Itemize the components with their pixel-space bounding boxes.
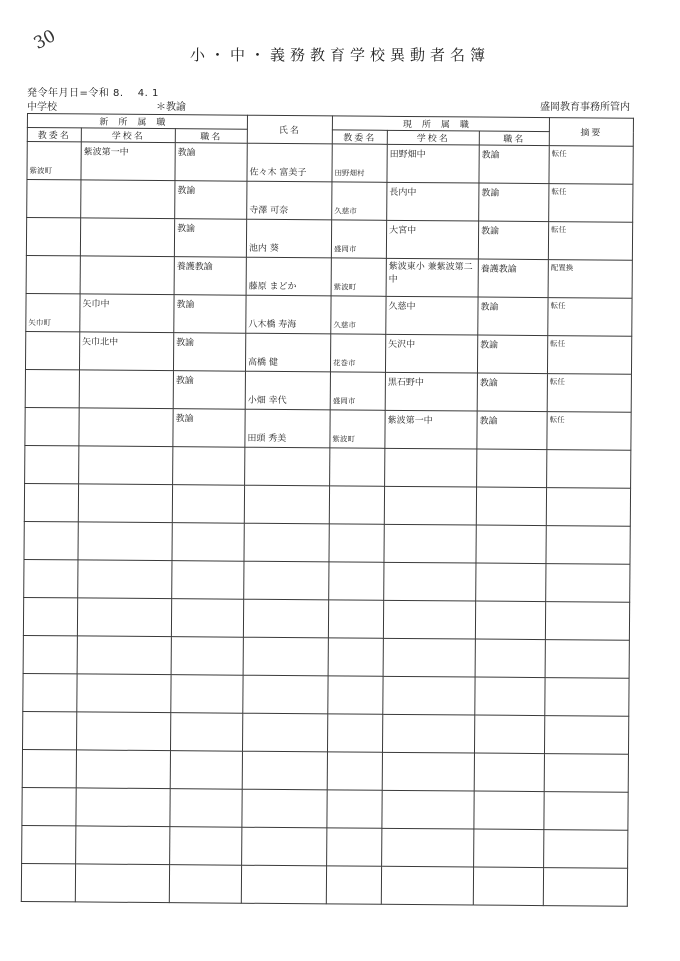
cell-name xyxy=(243,675,328,714)
cell-cur-position xyxy=(477,373,547,412)
cur-school-text: 長内中 xyxy=(389,187,417,199)
cell-new-board xyxy=(21,863,75,901)
cell-cur-position xyxy=(476,487,546,526)
new-position-text: 教諭 xyxy=(176,338,195,349)
cell-new-school xyxy=(79,370,173,409)
issue-date: 発令年月日=令和 8. 4. 1 xyxy=(27,88,159,99)
cell-name xyxy=(246,295,331,334)
cell-new-school xyxy=(81,142,175,181)
cell-cur-board xyxy=(327,714,382,752)
header-cur-board: 教委名 xyxy=(332,130,387,144)
name-text: 八木橋 寿海 xyxy=(248,319,297,331)
school-type: 中学校 xyxy=(27,102,57,113)
cell-cur-school xyxy=(385,334,477,373)
cell-new-board xyxy=(24,521,78,559)
cell-new-position xyxy=(172,561,244,600)
empty-table-row xyxy=(23,635,629,678)
cell-new-board xyxy=(22,749,76,787)
cell-cur-position xyxy=(478,259,548,298)
cell-new-board xyxy=(27,180,81,218)
header-new-school: 学校名 xyxy=(81,128,175,143)
empty-table-row xyxy=(24,559,630,602)
cell-cur-board xyxy=(329,562,384,600)
cell-new-position xyxy=(171,599,243,638)
table-row xyxy=(26,293,632,336)
cell-cur-position xyxy=(477,449,547,488)
new-board-text: 矢巾町 xyxy=(28,318,51,328)
name-text: 田頭 秀美 xyxy=(247,433,287,445)
header-name: 氏名 xyxy=(247,115,332,144)
cell-cur-board xyxy=(327,752,382,790)
cell-name xyxy=(242,713,327,752)
cell-new-school xyxy=(77,674,171,713)
header-new-affiliation: 新所属職 xyxy=(27,114,247,130)
header-current-affiliation: 現所属職 xyxy=(332,116,549,132)
cell-cur-board xyxy=(328,676,383,714)
remarks-text: 配置換 xyxy=(550,263,574,273)
cur-board-text: 花巻市 xyxy=(333,358,356,368)
cur-position-text: 養護教諭 xyxy=(480,264,517,275)
cell-remarks xyxy=(546,526,630,565)
table-row xyxy=(26,255,632,298)
cell-cur-school xyxy=(383,676,475,715)
cell-new-position xyxy=(171,675,243,714)
table-row xyxy=(27,180,633,223)
cell-new-position xyxy=(173,371,245,410)
cell-cur-school xyxy=(381,866,473,905)
cell-cur-position xyxy=(473,867,543,906)
cell-cur-school xyxy=(385,448,477,487)
cur-position-text: 教諭 xyxy=(480,302,499,313)
cell-remarks xyxy=(548,222,632,261)
header-cur-school: 学校名 xyxy=(387,130,479,145)
cell-cur-board xyxy=(330,448,385,486)
cell-cur-school xyxy=(382,714,474,753)
cell-new-school xyxy=(76,712,170,751)
cell-cur-position xyxy=(475,639,545,678)
cell-name xyxy=(246,257,331,296)
cell-remarks xyxy=(544,792,628,831)
cell-cur-position xyxy=(475,677,545,716)
cell-cur-position xyxy=(477,411,547,450)
cell-cur-school xyxy=(386,296,478,335)
cell-new-school xyxy=(80,218,174,257)
cell-new-school xyxy=(75,864,169,903)
cell-new-board xyxy=(24,483,78,521)
name-text: 高橋 健 xyxy=(248,357,278,368)
position-type: ＊教諭 xyxy=(156,102,186,113)
empty-table-row xyxy=(23,711,629,754)
cell-new-board xyxy=(26,293,80,331)
new-position-text: 養護教諭 xyxy=(176,262,213,273)
cell-remarks xyxy=(545,678,629,717)
cell-cur-board xyxy=(331,296,386,334)
new-position-text: 教諭 xyxy=(176,300,195,311)
cell-new-position xyxy=(173,447,245,486)
cell-remarks xyxy=(545,640,629,679)
cell-remarks xyxy=(543,868,627,907)
cell-new-position xyxy=(173,409,245,448)
cur-board-text: 盛岡市 xyxy=(332,396,356,406)
cell-remarks xyxy=(544,716,628,755)
cur-board-text: 紫波町 xyxy=(333,282,357,292)
cell-remarks xyxy=(544,830,628,869)
cur-school-text: 紫波第一中 xyxy=(387,415,433,427)
cell-new-position xyxy=(173,333,245,372)
remarks-text: 転任 xyxy=(551,225,567,235)
name-text: 藤原 まどか xyxy=(248,281,297,293)
cell-cur-board xyxy=(331,258,386,296)
cell-new-school xyxy=(79,408,173,447)
cell-remarks xyxy=(547,450,631,489)
cell-name xyxy=(242,751,327,790)
page-number: 30 xyxy=(30,26,60,54)
cur-school-text: 紫波東小 兼紫波第二中 xyxy=(388,261,473,285)
cell-new-school xyxy=(76,788,170,827)
cell-new-position xyxy=(174,219,246,258)
cur-school-text: 矢沢中 xyxy=(388,339,416,351)
cell-name xyxy=(245,371,330,410)
cell-cur-board xyxy=(331,220,386,258)
cell-cur-board xyxy=(328,638,383,676)
cell-name xyxy=(244,523,329,562)
document-title: 小・中・義務教育学校異動者名簿 xyxy=(189,46,490,64)
cell-cur-school xyxy=(387,144,479,183)
remarks-text: 転任 xyxy=(550,301,566,311)
cell-name xyxy=(242,827,327,866)
new-position-text: 教諭 xyxy=(175,376,194,387)
cell-cur-position xyxy=(478,221,548,260)
cell-name xyxy=(243,599,328,638)
cell-new-board xyxy=(26,218,80,256)
empty-table-row xyxy=(22,749,628,792)
cell-new-position xyxy=(170,713,242,752)
cell-cur-position xyxy=(479,145,549,184)
new-school-text: 紫波第一中 xyxy=(83,147,129,158)
cur-board-text: 紫波町 xyxy=(332,434,355,444)
empty-table-row xyxy=(23,597,629,640)
table-row xyxy=(25,331,631,374)
cell-new-board xyxy=(24,559,78,597)
cell-new-school xyxy=(79,332,173,371)
cell-cur-board xyxy=(332,182,387,220)
cell-cur-position xyxy=(476,563,546,602)
cell-remarks xyxy=(547,374,631,413)
cur-school-text: 大宮中 xyxy=(389,225,417,237)
cell-cur-board xyxy=(327,828,382,866)
remarks-text: 転任 xyxy=(549,377,565,387)
cur-position-text: 教諭 xyxy=(481,188,500,199)
cell-remarks xyxy=(548,260,632,299)
cell-new-school xyxy=(78,522,172,561)
cell-remarks xyxy=(549,184,633,223)
cell-name xyxy=(244,561,329,600)
cur-school-text: 黒石野中 xyxy=(387,377,424,389)
cell-cur-school xyxy=(384,524,476,563)
cell-cur-school xyxy=(387,182,479,221)
transfer-roster-table xyxy=(21,113,634,907)
cell-cur-school xyxy=(386,220,478,259)
cell-cur-position xyxy=(479,183,549,222)
cell-new-position xyxy=(171,637,243,676)
cell-cur-school xyxy=(382,828,474,867)
cell-cur-position xyxy=(474,715,544,754)
empty-table-row xyxy=(25,445,631,488)
cur-position-text: 教諭 xyxy=(481,226,500,237)
cell-remarks xyxy=(547,412,631,451)
cur-school-text: 田野畑中 xyxy=(389,149,426,161)
remarks-text: 転任 xyxy=(549,415,565,425)
cell-cur-board xyxy=(326,866,381,904)
cell-cur-school xyxy=(383,638,475,677)
cell-new-board xyxy=(27,142,81,180)
cell-new-position xyxy=(175,181,247,220)
remarks-text: 転任 xyxy=(551,187,567,197)
cell-name xyxy=(245,333,330,372)
cell-new-school xyxy=(80,256,174,295)
new-school-text: 矢巾北中 xyxy=(82,337,119,348)
cur-school-text: 久慈中 xyxy=(388,301,416,313)
cell-remarks xyxy=(547,336,631,375)
cell-new-school xyxy=(80,294,174,333)
cur-board-text: 盛岡市 xyxy=(333,244,357,254)
header-remarks: 摘要 xyxy=(549,118,633,147)
cell-new-position xyxy=(174,295,246,334)
cell-cur-position xyxy=(475,601,545,640)
office-name: 盛岡教育事務所管内 xyxy=(540,102,630,113)
cell-new-board xyxy=(22,787,76,825)
cell-name xyxy=(247,143,332,182)
cell-name xyxy=(245,409,330,448)
cell-new-school xyxy=(77,598,171,637)
new-position-text: 教諭 xyxy=(177,148,196,159)
cell-name xyxy=(245,447,330,486)
new-position-text: 教諭 xyxy=(175,414,194,425)
cell-new-board xyxy=(26,255,80,293)
cur-board-text: 田野畑村 xyxy=(334,168,365,178)
cell-remarks xyxy=(546,488,630,527)
cell-new-board xyxy=(25,445,79,483)
name-text: 佐々木 富美子 xyxy=(249,167,307,179)
cell-new-school xyxy=(81,180,175,219)
cell-cur-school xyxy=(385,372,477,411)
cell-new-board xyxy=(25,331,79,369)
roster-body xyxy=(21,142,633,907)
new-position-text: 教諭 xyxy=(177,186,196,197)
cell-cur-board xyxy=(327,790,382,828)
cell-name xyxy=(247,181,332,220)
table-row xyxy=(25,369,631,412)
cell-new-position xyxy=(170,789,242,828)
empty-table-row xyxy=(24,521,630,564)
cell-new-position xyxy=(169,865,241,904)
cell-new-school xyxy=(77,636,171,675)
empty-table-row xyxy=(22,825,628,868)
cell-remarks xyxy=(544,754,628,793)
cell-name xyxy=(243,637,328,676)
cell-new-board xyxy=(23,673,77,711)
header-new-position: 職名 xyxy=(175,129,247,144)
cell-remarks xyxy=(545,602,629,641)
new-school-text: 矢巾中 xyxy=(82,299,110,310)
cell-name xyxy=(244,485,329,524)
cell-cur-board xyxy=(332,144,387,182)
cur-position-text: 教諭 xyxy=(481,150,500,161)
cell-cur-school xyxy=(383,600,475,639)
cell-new-board xyxy=(25,407,79,445)
cell-new-board xyxy=(25,369,79,407)
cell-remarks xyxy=(548,298,632,337)
cell-cur-position xyxy=(474,791,544,830)
cell-cur-position xyxy=(474,753,544,792)
cell-cur-position xyxy=(478,297,548,336)
cell-cur-school xyxy=(382,790,474,829)
remarks-text: 転任 xyxy=(551,149,567,159)
cell-remarks xyxy=(549,146,633,185)
cell-cur-board xyxy=(330,372,385,410)
cell-name xyxy=(242,789,327,828)
cur-board-text: 久慈市 xyxy=(333,320,356,330)
table-row xyxy=(26,218,632,261)
cell-new-school xyxy=(79,446,173,485)
cell-new-school xyxy=(78,484,172,523)
table-row xyxy=(25,407,631,450)
cell-cur-school xyxy=(385,410,477,449)
header-cur-position: 職名 xyxy=(479,131,549,146)
cell-cur-board xyxy=(329,486,384,524)
name-text: 小畑 幸代 xyxy=(247,395,287,407)
cell-new-board xyxy=(23,635,77,673)
cell-cur-board xyxy=(330,410,385,448)
header-new-board: 教委名 xyxy=(27,128,81,142)
cell-cur-position xyxy=(476,525,546,564)
cell-new-board xyxy=(23,597,77,635)
cell-name xyxy=(246,219,331,258)
remarks-text: 転任 xyxy=(550,339,566,349)
cell-remarks xyxy=(546,564,630,603)
cell-name xyxy=(241,865,326,904)
cur-position-text: 教諭 xyxy=(479,416,498,427)
name-text: 寺澤 可奈 xyxy=(249,205,289,217)
empty-table-row xyxy=(23,673,629,716)
name-text: 池内 葵 xyxy=(248,243,279,254)
cur-position-text: 教諭 xyxy=(479,378,498,389)
cell-new-position xyxy=(170,827,242,866)
cell-new-board xyxy=(22,825,76,863)
cell-new-position xyxy=(172,523,244,562)
cell-new-position xyxy=(174,257,246,296)
empty-table-row xyxy=(21,863,627,906)
table-row xyxy=(27,142,633,185)
cell-cur-school xyxy=(384,486,476,525)
cell-cur-board xyxy=(329,524,384,562)
cell-new-school xyxy=(76,750,170,789)
cell-cur-school xyxy=(384,562,476,601)
cell-new-school xyxy=(76,826,170,865)
cell-new-position xyxy=(172,485,244,524)
empty-table-row xyxy=(24,483,630,526)
cell-new-position xyxy=(170,751,242,790)
cur-board-text: 久慈市 xyxy=(334,206,357,216)
cell-cur-board xyxy=(328,600,383,638)
cell-cur-position xyxy=(474,829,544,868)
new-board-text: 紫波町 xyxy=(29,166,53,176)
cell-cur-school xyxy=(382,752,474,791)
empty-table-row xyxy=(22,787,628,830)
cell-cur-board xyxy=(330,334,385,372)
cell-new-position xyxy=(175,143,247,182)
cur-position-text: 教諭 xyxy=(480,340,499,351)
cell-cur-position xyxy=(477,335,547,374)
cell-cur-school xyxy=(386,258,478,297)
cell-new-school xyxy=(78,560,172,599)
cell-new-board xyxy=(23,711,77,749)
new-position-text: 教諭 xyxy=(177,224,196,235)
